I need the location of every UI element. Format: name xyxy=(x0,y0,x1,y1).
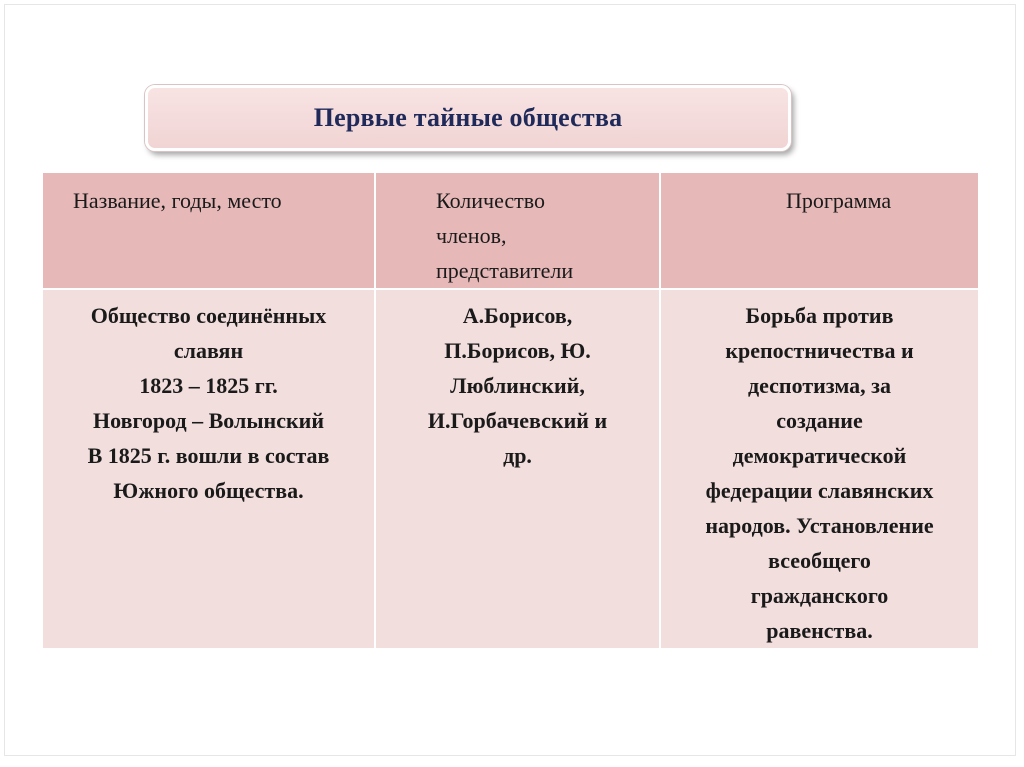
cell-members xyxy=(375,289,660,649)
title-box xyxy=(145,85,791,151)
header-cell-program xyxy=(660,172,979,289)
societies-table xyxy=(41,171,980,650)
cell-members-text: А.Борисов, П.Борисов, Ю. Люблинский, И.Горбачевский и др. xyxy=(427,303,608,468)
header-cell-members xyxy=(375,172,660,289)
header-program-label: Программа xyxy=(786,188,892,213)
table-header-row xyxy=(42,172,979,289)
slide xyxy=(4,4,1016,756)
cell-name xyxy=(42,289,375,649)
header-cell-name xyxy=(42,172,375,289)
slide-title: Первые тайные общества xyxy=(313,103,623,132)
cell-program-text: Борьба против крепостничества и деспотизма, за создание демократической федерации славянских народов. Установление всеобщего гражданского равенства. xyxy=(705,303,934,643)
cell-name-text: Общество соединённых славян 1823 – 1825 гг. Новгород – Волынский В 1825 г. вошли в состав Южного общества. xyxy=(87,303,330,503)
header-members-label: Количество членов, представители xyxy=(436,188,574,283)
cell-program xyxy=(660,289,979,649)
table-row xyxy=(42,289,979,649)
header-name-label: Название, годы, место xyxy=(73,188,282,213)
